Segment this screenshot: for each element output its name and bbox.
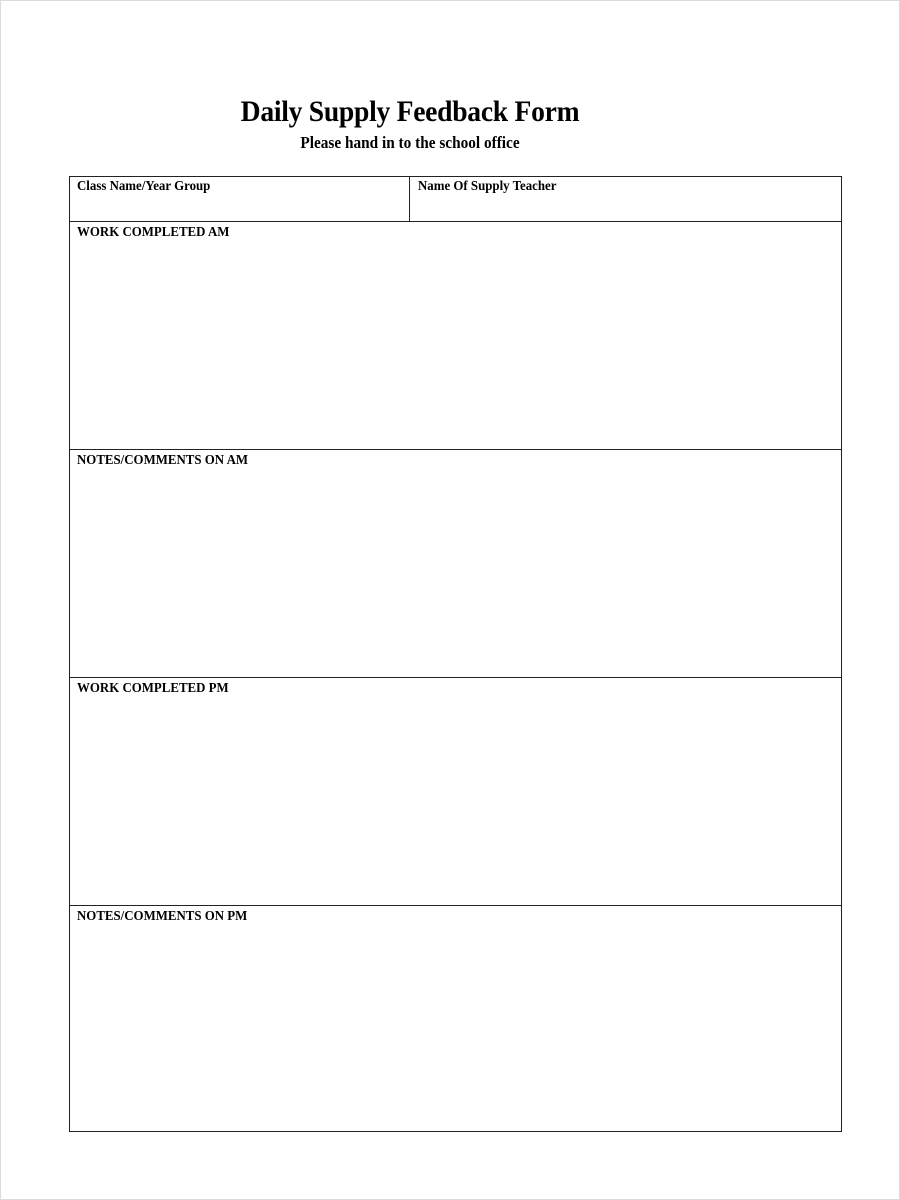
supply-teacher-name-label: Name Of Supply Teacher bbox=[418, 179, 557, 194]
row-divider bbox=[70, 221, 841, 222]
row-divider bbox=[70, 677, 841, 678]
work-completed-pm-label: WORK COMPLETED PM bbox=[77, 681, 229, 696]
notes-comments-pm-field[interactable] bbox=[70, 907, 841, 1131]
class-name-field[interactable] bbox=[70, 177, 410, 222]
notes-comments-pm-label: NOTES/COMMENTS ON PM bbox=[77, 909, 248, 924]
supply-teacher-name-field[interactable] bbox=[411, 177, 841, 222]
row-divider bbox=[70, 449, 841, 450]
work-completed-am-label: WORK COMPLETED AM bbox=[77, 225, 230, 240]
work-completed-am-field[interactable] bbox=[70, 223, 841, 450]
class-name-label: Class Name/Year Group bbox=[77, 179, 211, 194]
work-completed-pm-field[interactable] bbox=[70, 679, 841, 906]
feedback-form-table bbox=[69, 176, 842, 1132]
form-title: Daily Supply Feedback Form bbox=[240, 95, 580, 128]
notes-comments-am-label: NOTES/COMMENTS ON AM bbox=[77, 453, 249, 468]
notes-comments-am-field[interactable] bbox=[70, 451, 841, 678]
form-subtitle: Please hand in to the school office bbox=[300, 133, 520, 152]
row-divider bbox=[70, 905, 841, 906]
header-divider bbox=[409, 177, 410, 222]
